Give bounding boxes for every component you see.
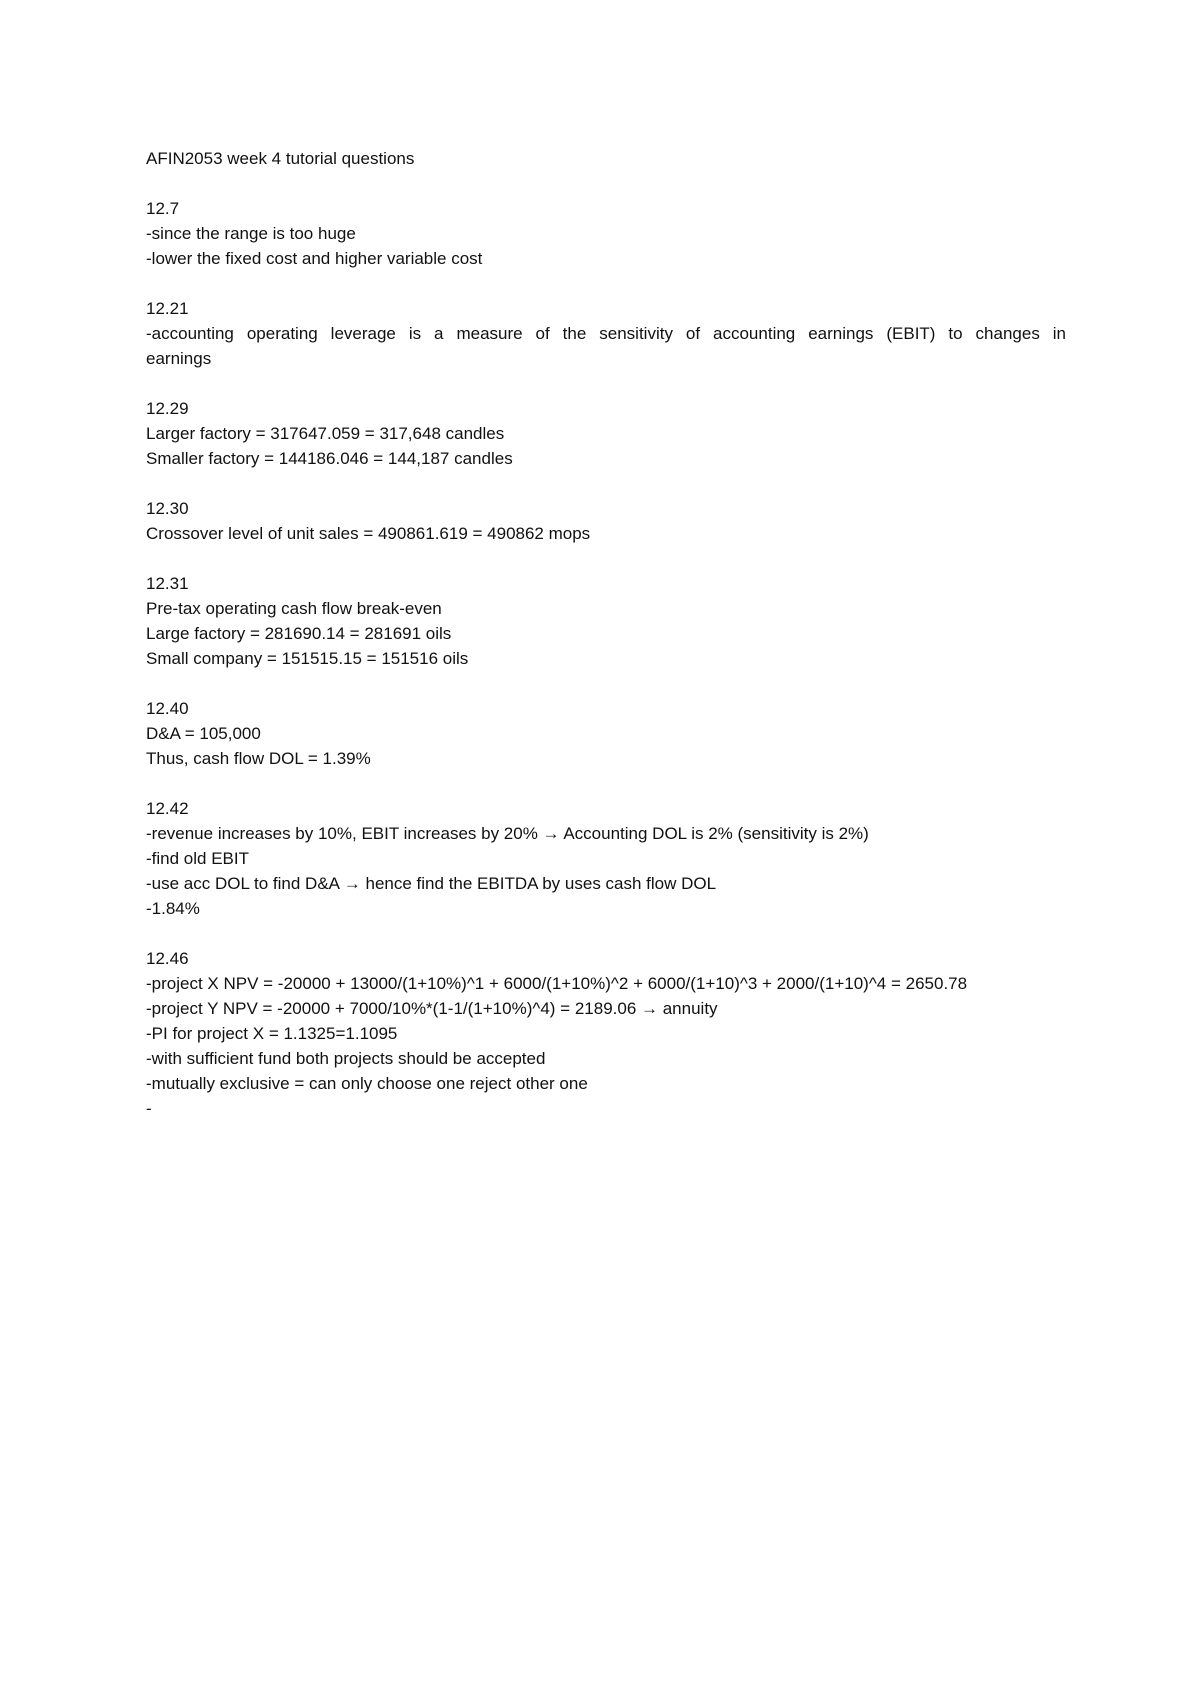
section-line: Small company = 151515.15 = 151516 oils <box>146 649 469 668</box>
section-12-29 <box>146 396 1066 471</box>
section-12-30 <box>146 496 1066 546</box>
section-line: D&A = 105,000 <box>146 724 261 743</box>
section-line: earnings <box>146 349 212 368</box>
section-line: -lower the fixed cost and higher variable cost <box>146 249 483 268</box>
section-line: -project Y NPV = -20000 + 7000/10%*(1-1/(1+10%)^4) = 2189.06 → annuity <box>146 999 718 1018</box>
section-line: -PI for project X = 1.1325=1.1095 <box>146 1024 398 1043</box>
section-line: Thus, cash flow DOL = 1.39% <box>146 749 371 768</box>
document-body <box>146 146 1066 1146</box>
section-line: -use acc DOL to find D&A → hence find the EBITDA by uses cash flow DOL <box>146 874 717 893</box>
section-12-40 <box>146 696 1066 771</box>
document-title: AFIN2053 week 4 tutorial questions <box>146 149 415 168</box>
section-line: -project X NPV = -20000 + 13000/(1+10%)^1 + 6000/(1+10%)^2 + 6000/(1+10)^3 + 2000/(1+10)^4 = 2650.78 <box>146 974 968 993</box>
section-12-31 <box>146 571 1066 671</box>
section-line: -since the range is too huge <box>146 224 356 243</box>
section-number: 12.21 <box>146 299 189 318</box>
section-number: 12.30 <box>146 499 189 518</box>
section-12-7 <box>146 196 1066 271</box>
section-line: -mutually exclusive = can only choose one reject other one <box>146 1074 588 1093</box>
section-line: -accounting operating leverage is a measure of the sensitivity of accounting earnings (EBIT) to changes in <box>146 324 1066 343</box>
section-12-42 <box>146 796 1066 921</box>
section-number: 12.31 <box>146 574 189 593</box>
section-number: 12.46 <box>146 949 189 968</box>
section-line: -with sufficient fund both projects should be accepted <box>146 1049 546 1068</box>
section-line: Crossover level of unit sales = 490861.619 = 490862 mops <box>146 524 591 543</box>
section-number: 12.40 <box>146 699 189 718</box>
section-line: -1.84% <box>146 899 200 918</box>
section-line: -find old EBIT <box>146 849 249 868</box>
section-number: 12.7 <box>146 199 180 218</box>
section-12-46 <box>146 946 1066 1121</box>
section-line: Smaller factory = 144186.046 = 144,187 candles <box>146 449 513 468</box>
section-line: Large factory = 281690.14 = 281691 oils <box>146 624 452 643</box>
section-number: 12.29 <box>146 399 189 418</box>
section-12-21 <box>146 296 1066 371</box>
section-line: - <box>146 1099 152 1118</box>
section-line: Larger factory = 317647.059 = 317,648 candles <box>146 424 505 443</box>
section-line: -revenue increases by 10%, EBIT increases by 20% → Accounting DOL is 2% (sensitivity is 2%) <box>146 824 869 843</box>
section-line: Pre-tax operating cash flow break-even <box>146 599 442 618</box>
section-number: 12.42 <box>146 799 189 818</box>
